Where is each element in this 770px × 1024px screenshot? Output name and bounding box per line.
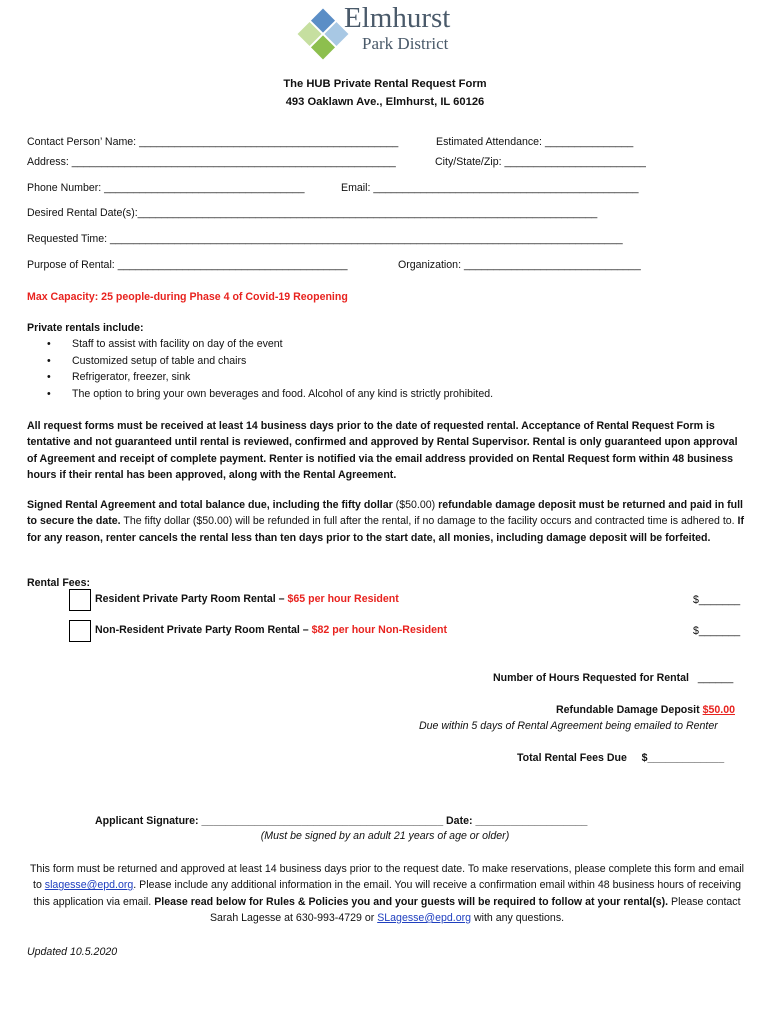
email-link[interactable]: slagesse@epd.org [44, 879, 134, 892]
address-field[interactable]: Address: _______________________________________________________ [27, 156, 396, 168]
contact-name-field[interactable]: Contact Person’ Name: ____________________________________________ [27, 136, 399, 148]
hours-field[interactable]: ______ [697, 672, 734, 684]
non-resident-checkbox[interactable] [69, 620, 91, 642]
logo-name: Elmhurst [344, 2, 451, 34]
deposit-amount: $50.00 [702, 704, 735, 716]
purpose-field[interactable]: Purpose of Rental: _______________________________________ [27, 259, 348, 271]
signature-line[interactable]: Applicant Signature: _________________________________________ Date: ___________________ [95, 815, 588, 827]
phone-field[interactable]: Phone Number: __________________________________ [27, 182, 305, 194]
rental-fees-heading: Rental Fees: [27, 577, 90, 589]
bullet-icon: • [47, 371, 51, 383]
resident-checkbox[interactable] [69, 589, 91, 611]
attendance-field[interactable]: Estimated Attendance: _______________ [436, 136, 634, 148]
form-address: 493 Oaklawn Ave., Elmhurst, IL 60126 [285, 96, 485, 108]
email-field[interactable]: Email: _____________________________________________ [341, 182, 639, 194]
bullet-icon: • [47, 387, 51, 400]
organization-field[interactable]: Organization: ______________________________ [398, 259, 641, 271]
total-field[interactable]: $_____________ [641, 752, 725, 764]
includes-list [47, 336, 493, 402]
updated-date: Updated 10.5.2020 [27, 946, 118, 958]
deposit-policy-paragraph: Signed Rental Agreement and total balance due, including the fifty dollar ($50.00) refundable damage deposit must be returned and paid in full to secure the date. The fifty dollar ($50.00) will be refunded in full after the rental, if no damage to the facility occurs and contracted time is adhered to. If for any reason, renter cancels the rental less than ten days prior to the start date, all monies, including damage deposit will be forfeited. [27, 499, 745, 544]
hours-row: Number of Hours Requested for Rental ______ [493, 672, 734, 684]
logo [292, 2, 462, 68]
capacity-notice: Max Capacity: 25 people-during Phase 4 of Covid-19 Reopening [27, 291, 348, 303]
resident-fee-label: Resident Private Party Room Rental – $65 per hour Resident [95, 593, 399, 605]
deposit-row: Refundable Damage Deposit $50.00 [556, 704, 735, 716]
bullet-icon: • [47, 338, 51, 350]
non-resident-fee-label: Non-Resident Private Party Room Rental – $82 per hour Non-Resident [95, 624, 448, 636]
deposit-note: Due within 5 days of Rental Agreement being emailed to Renter [419, 720, 718, 732]
non-resident-fee-amount[interactable]: $_______ [693, 625, 741, 637]
logo-subname: Park District [362, 34, 449, 53]
list-item: • Customized setup of table and chairs [47, 353, 493, 370]
city-state-zip-field[interactable]: City/State/Zip: ________________________ [435, 156, 646, 168]
rental-dates-field[interactable]: Desired Rental Date(s):______________________________________________________________________________ [27, 207, 598, 219]
form-title: The HUB Private Rental Request Form [283, 78, 487, 90]
contact-email-link[interactable]: SLagesse@epd.org [377, 911, 472, 924]
list-item: • Staff to assist with facility on day of the event [47, 336, 493, 353]
list-item: • Refrigerator, freezer, sink [47, 369, 493, 386]
resident-fee-amount[interactable]: $_______ [693, 594, 741, 606]
bullet-icon: • [47, 354, 51, 367]
policy-paragraph: All request forms must be received at least 14 business days prior to the date of requested rental. Acceptance of Rental Request Form is tentative and not guaranteed until rental is reviewed, confirmed and approved by Rental Supervisor. Rental is only guaranteed upon approval of Agreement and receipt of complete payment. Renter is notified via the email address provided on Rental Request form within 48 business hours if their rental has been approved, along with the Rental Agreement. [27, 420, 738, 481]
signature-note: (Must be signed by an adult 21 years of age or older) [260, 830, 510, 842]
total-row: Total Rental Fees Due $_____________ [517, 752, 725, 764]
includes-heading: Private rentals include: [27, 322, 144, 334]
footer-paragraph: This form must be returned and approved at least 14 business days prior to the request date. To make reservations, please complete this form and email to slagesse@epd.org. Please include any additional information in the email. You will receive a confirmation email within 48 business hours of receiving this application via email. Please read below for Rules & Policies you and your guests will be required to follow at your rental(s). Please contact Sarah Lagesse at 630-993-4729 or SLagesse@epd.org with any questions. [29, 863, 745, 924]
list-item: • The option to bring your own beverages and food. Alcohol of any kind is strictly prohibited. [47, 386, 493, 403]
requested-time-field[interactable]: Requested Time: _______________________________________________________________________________________ [27, 233, 623, 245]
